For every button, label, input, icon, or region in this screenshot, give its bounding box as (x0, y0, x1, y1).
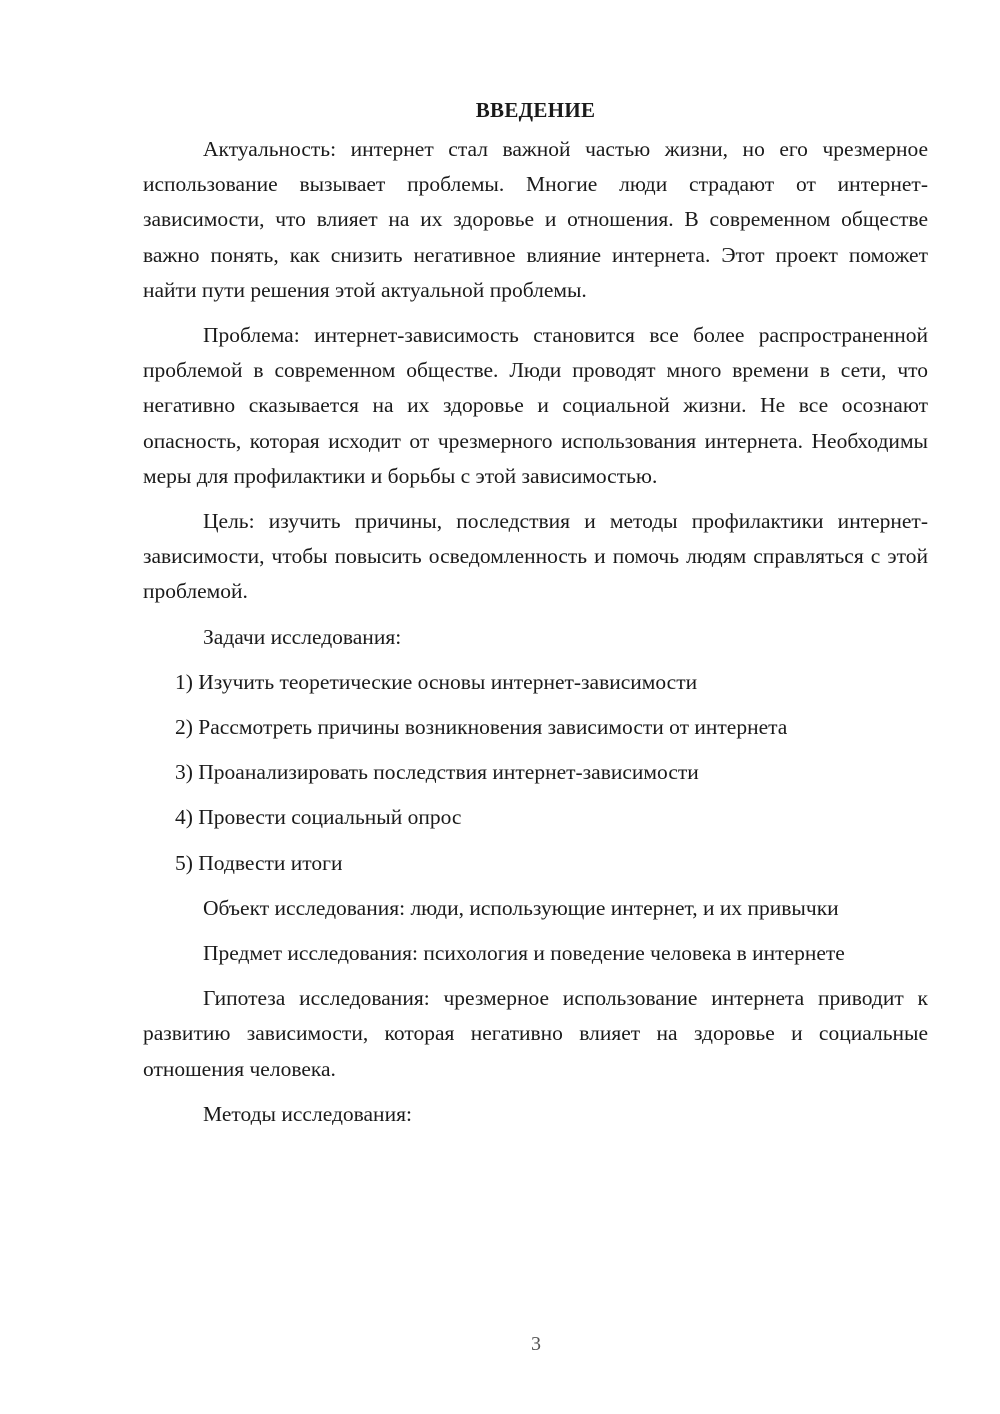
paragraph-problem: Проблема: интернет-зависимость становится все более распространенной проблемой в современном обществе. Люди проводят много времени в сети, что негативно сказывается на их здоровье и социальной жизни. Не все осознают опасность, которая исходит от чрезмерного использования интернета. Необходимы меры для профилактики и борьбы с этой зависимостью. (143, 323, 928, 488)
page-number: 3 (531, 1333, 541, 1355)
paragraph-subject: Предмет исследования: психология и поведение человека в интернете (203, 941, 845, 966)
paragraph-goal: Цель: изучить причины, последствия и методы профилактики интернет-зависимости, чтобы повысить осведомленность и помочь людям справляться с этой проблемой. (143, 509, 928, 604)
list-item: 2) Рассмотреть причины возникновения зависимости от интернета (175, 715, 788, 740)
list-item: 5) Подвести итоги (175, 850, 343, 875)
section-title: ВВЕДЕНИЕ (475, 98, 596, 122)
paragraph-methods: Методы исследования: (203, 1101, 412, 1126)
paragraph-object: Объект исследования: люди, использующие интернет, и их привычки (203, 895, 839, 920)
tasks-list (143, 665, 928, 881)
list-item: 1) Изучить теоретические основы интернет-зависимости (175, 669, 698, 694)
paragraph-hypothesis: Гипотеза исследования: чрезмерное использование интернета приводит к развитию зависимости, которая негативно влияет на здоровье и социальные отношения человека. (143, 986, 928, 1081)
list-item: 3) Проанализировать последствия интернет-зависимости (175, 760, 699, 785)
document-page (143, 92, 928, 1142)
paragraph-relevance: Актуальность: интернет стал важной частью жизни, но его чрезмерное использование вызывает проблемы. Многие люди страдают от интернет-зависимости, что влияет на их здоровье и отношения. В современном обществе важно понять, как снизить негативное влияние интернета. Этот проект поможет найти пути решения этой актуальной проблемы. (143, 137, 928, 302)
paragraph-tasks-heading: Задачи исследования: (203, 624, 402, 649)
list-item: 4) Провести социальный опрос (175, 805, 462, 830)
